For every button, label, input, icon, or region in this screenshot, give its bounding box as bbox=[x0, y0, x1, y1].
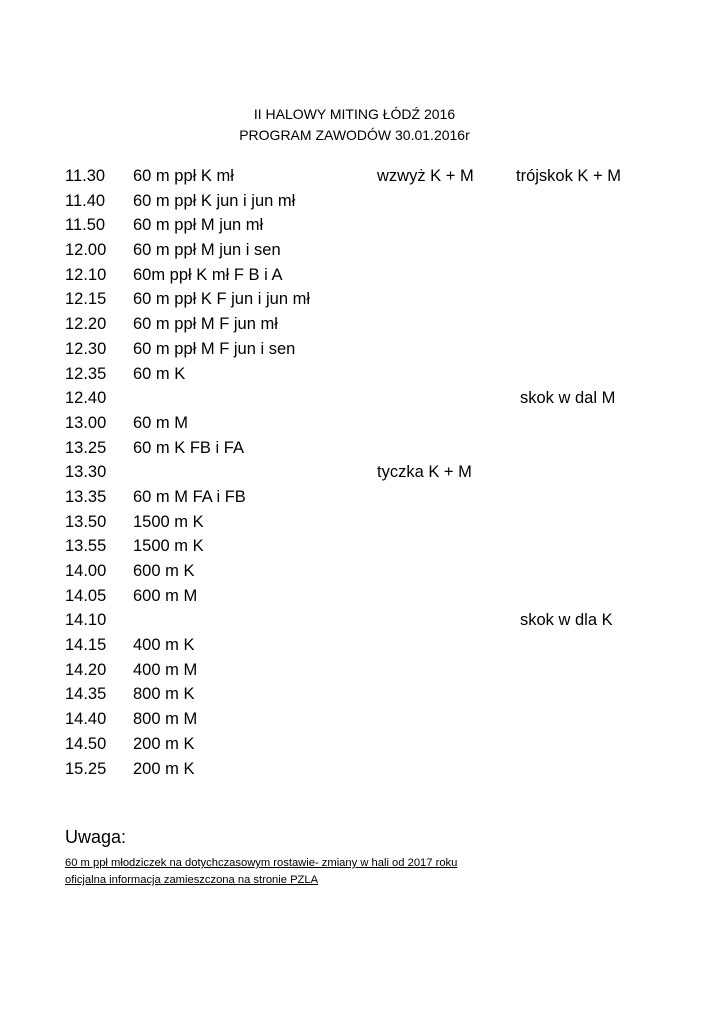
schedule-row bbox=[65, 682, 665, 707]
schedule-track-event: 800 m K bbox=[133, 685, 195, 704]
schedule-time: 14.35 bbox=[65, 685, 107, 704]
schedule-field-event-1: wzwyż K + M bbox=[377, 167, 474, 185]
schedule-time: 14.20 bbox=[65, 660, 107, 679]
note-title: Uwaga: bbox=[65, 827, 127, 847]
page-header bbox=[0, 104, 709, 146]
schedule-row bbox=[65, 584, 665, 609]
schedule-time: 11.30 bbox=[65, 167, 106, 185]
schedule-row bbox=[65, 510, 665, 535]
schedule-row bbox=[65, 263, 665, 288]
schedule-row bbox=[65, 189, 665, 214]
schedule-time: 15.25 bbox=[65, 759, 107, 778]
schedule-field-event-2: skok w dal M bbox=[520, 389, 616, 408]
schedule-row bbox=[65, 362, 665, 387]
schedule-time: 12.40 bbox=[65, 389, 107, 408]
schedule-time: 13.55 bbox=[65, 537, 107, 556]
schedule-track-event: 60 m ppł K jun i jun mł bbox=[133, 191, 296, 210]
schedule-track-event: 60 m ppł M jun i sen bbox=[133, 241, 281, 260]
schedule-track-event: 400 m K bbox=[133, 636, 195, 655]
schedule-time: 13.30 bbox=[65, 463, 107, 482]
schedule-row bbox=[65, 757, 665, 782]
schedule-time: 13.25 bbox=[65, 438, 107, 457]
schedule-time: 11.50 bbox=[65, 216, 106, 235]
schedule-field-event-1: tyczka K + M bbox=[377, 463, 472, 482]
schedule-row bbox=[65, 633, 665, 658]
schedule-time: 12.10 bbox=[65, 265, 107, 284]
schedule-row bbox=[65, 238, 665, 263]
schedule-track-event: 60 m ppł K mł bbox=[133, 167, 234, 185]
schedule-track-event: 60 m M FA i FB bbox=[133, 487, 246, 506]
schedule-time: 11.40 bbox=[65, 191, 106, 210]
schedule-time: 14.05 bbox=[65, 586, 107, 605]
schedule-row bbox=[65, 213, 665, 238]
schedule-track-event: 60 m K FB i FA bbox=[133, 438, 244, 457]
schedule-track-event: 200 m K bbox=[133, 759, 195, 778]
schedule-track-event: 60 m K bbox=[133, 364, 186, 383]
schedule-row bbox=[65, 658, 665, 683]
schedule-time: 14.50 bbox=[65, 734, 107, 753]
schedule-track-event: 400 m M bbox=[133, 660, 198, 679]
schedule-track-event: 60 m ppł M F jun mł bbox=[133, 315, 278, 334]
schedule-row bbox=[65, 534, 665, 559]
schedule-time: 12.00 bbox=[65, 241, 107, 260]
schedule-track-event: 600 m K bbox=[133, 562, 195, 580]
schedule-track-event: 60 m ppł M jun mł bbox=[133, 216, 264, 235]
note-line-2: oficjalna informacja zamieszczona na stronie PZLA bbox=[65, 874, 319, 886]
document-title: II HALOWY MITING ŁÓDŹ 2016 bbox=[253, 106, 456, 122]
schedule-time: 12.30 bbox=[65, 339, 107, 358]
schedule-row bbox=[65, 312, 665, 337]
schedule-time: 14.40 bbox=[65, 710, 107, 729]
schedule-time: 14.10 bbox=[65, 611, 107, 630]
note-text bbox=[65, 855, 457, 889]
schedule-track-event: 60 m ppł K F jun i jun mł bbox=[133, 290, 310, 309]
schedule-track-event: 200 m K bbox=[133, 734, 195, 753]
schedule-row bbox=[65, 386, 665, 411]
schedule-row bbox=[65, 411, 665, 436]
schedule-row bbox=[65, 559, 665, 584]
schedule-row bbox=[65, 337, 665, 362]
schedule-row bbox=[65, 460, 665, 485]
schedule-track-event: 60 m M bbox=[133, 413, 189, 432]
schedule-row bbox=[65, 287, 665, 312]
schedule-row bbox=[65, 164, 665, 189]
schedule-time: 13.50 bbox=[65, 512, 107, 531]
schedule-time: 12.35 bbox=[65, 364, 107, 383]
schedule-row bbox=[65, 436, 665, 461]
schedule-time: 12.15 bbox=[65, 290, 107, 309]
schedule-row bbox=[65, 707, 665, 732]
schedule-track-event: 1500 m K bbox=[133, 537, 204, 556]
schedule-time: 12.20 bbox=[65, 315, 107, 334]
schedule-track-event: 800 m M bbox=[133, 710, 198, 729]
schedule-track-event: 60m ppł K mł F B i A bbox=[133, 265, 283, 284]
schedule-time: 14.00 bbox=[65, 562, 107, 580]
schedule-time: 13.00 bbox=[65, 413, 107, 432]
schedule-time: 14.15 bbox=[65, 636, 107, 655]
schedule-row bbox=[65, 732, 665, 757]
schedule-field-event-2: trójskok K + M bbox=[516, 167, 621, 185]
schedule-time: 13.35 bbox=[65, 487, 107, 506]
schedule-track-event: 1500 m K bbox=[133, 512, 204, 531]
schedule-row bbox=[65, 608, 665, 633]
schedule-track-event: 60 m ppł M F jun i sen bbox=[133, 339, 296, 358]
schedule-row bbox=[65, 485, 665, 510]
document-subtitle: PROGRAM ZAWODÓW 30.01.2016r bbox=[239, 127, 470, 143]
note-line-1: 60 m ppł młodziczek na dotychczasowym rostawie- zmiany w hali od 2017 roku bbox=[65, 857, 458, 869]
schedule-track-event: 600 m M bbox=[133, 586, 198, 605]
schedule-table bbox=[65, 164, 665, 781]
schedule-field-event-2: skok w dla K bbox=[520, 611, 613, 630]
